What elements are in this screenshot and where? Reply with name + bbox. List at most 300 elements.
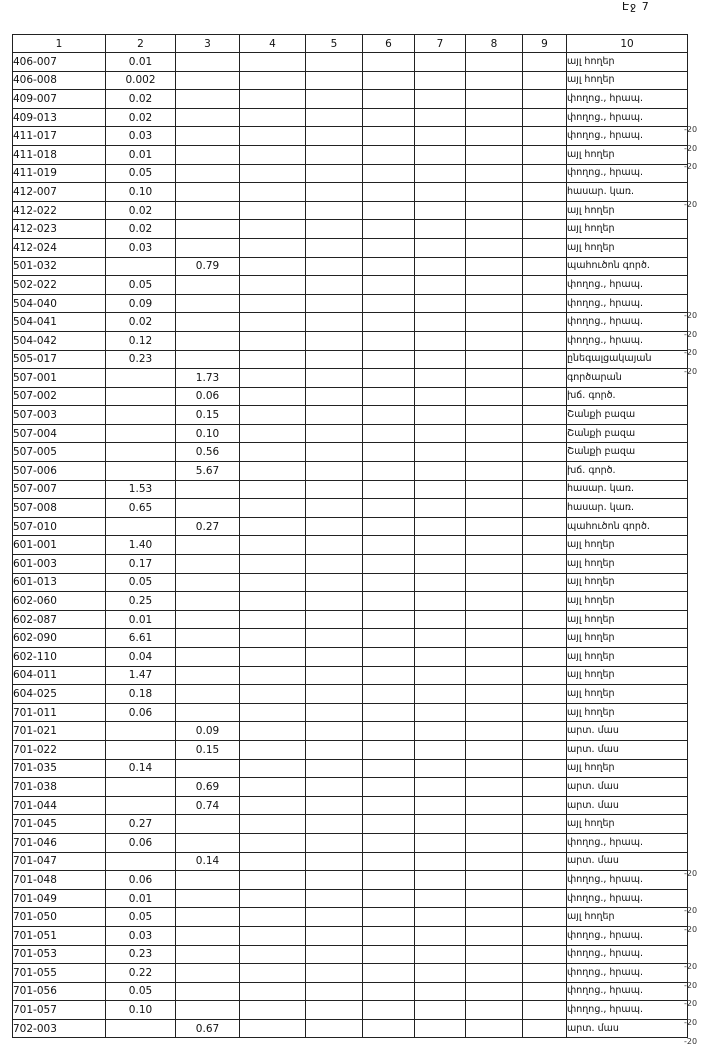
col9-cell xyxy=(523,499,567,518)
area-col3-cell xyxy=(176,201,240,220)
area-col3-cell xyxy=(176,908,240,927)
area-col3-cell: 0.27 xyxy=(176,517,240,536)
col6-cell xyxy=(363,517,415,536)
area-col2-cell xyxy=(106,740,176,759)
table-row xyxy=(13,629,688,648)
area-col2-cell: 1.40 xyxy=(106,536,176,555)
col9-cell xyxy=(523,71,567,90)
area-col3-cell: 5.67 xyxy=(176,462,240,481)
area-col2-cell: 0.02 xyxy=(106,313,176,332)
col9-cell xyxy=(523,331,567,350)
area-col2-cell: 0.01 xyxy=(106,889,176,908)
land-use-cell: այլ հողեր xyxy=(567,573,688,592)
col5-cell xyxy=(306,555,363,574)
col5-cell xyxy=(306,276,363,295)
col4-cell xyxy=(240,815,306,834)
col5-cell xyxy=(306,1001,363,1020)
area-col2-cell: 0.02 xyxy=(106,108,176,127)
area-col2-cell: 0.05 xyxy=(106,164,176,183)
parcel-code-cell: 701-045 xyxy=(13,815,106,834)
land-use-cell: այլ հողեր xyxy=(567,610,688,629)
area-col2-cell: 0.05 xyxy=(106,908,176,927)
area-col3-cell xyxy=(176,127,240,146)
margin-note: -20 xyxy=(684,348,698,358)
parcel-code-cell: 701-047 xyxy=(13,852,106,871)
land-use-cell: փողոց., հրապ. xyxy=(567,294,688,313)
table-row xyxy=(13,331,688,350)
parcel-code-cell: 701-046 xyxy=(13,833,106,852)
land-use-cell: փողոց., հրապ. xyxy=(567,164,688,183)
col7-cell xyxy=(415,555,466,574)
col5-cell xyxy=(306,71,363,90)
land-use-cell: Շանքի բազա xyxy=(567,424,688,443)
table-row xyxy=(13,648,688,667)
col8-cell xyxy=(466,220,523,239)
col7-cell xyxy=(415,369,466,388)
land-use-cell: փողոց., հրապ. xyxy=(567,108,688,127)
col9-cell xyxy=(523,778,567,797)
col7-cell xyxy=(415,815,466,834)
col4-cell xyxy=(240,294,306,313)
col6-cell xyxy=(363,592,415,611)
col8-cell xyxy=(466,573,523,592)
margin-note: -20 xyxy=(684,906,698,916)
col9-cell xyxy=(523,480,567,499)
col4-cell xyxy=(240,778,306,797)
table-row xyxy=(13,238,688,257)
col6-cell xyxy=(363,703,415,722)
area-col3-cell xyxy=(176,313,240,332)
col6-cell xyxy=(363,740,415,759)
parcel-code-cell: 504-042 xyxy=(13,331,106,350)
col6-cell xyxy=(363,90,415,109)
col6-cell xyxy=(363,387,415,406)
column-header-10: 10 xyxy=(567,35,688,53)
col6-cell xyxy=(363,908,415,927)
col4-cell xyxy=(240,276,306,295)
col4-cell xyxy=(240,945,306,964)
column-header-1: 1 xyxy=(13,35,106,53)
parcel-code-cell: 701-038 xyxy=(13,778,106,797)
col9-cell xyxy=(523,462,567,481)
parcel-code-cell: 602-090 xyxy=(13,629,106,648)
col7-cell xyxy=(415,276,466,295)
area-col3-cell xyxy=(176,145,240,164)
col9-cell xyxy=(523,220,567,239)
col6-cell xyxy=(363,164,415,183)
col6-cell xyxy=(363,499,415,518)
col6-cell xyxy=(363,759,415,778)
table-row xyxy=(13,201,688,220)
area-col3-cell: 0.69 xyxy=(176,778,240,797)
area-col2-cell: 0.02 xyxy=(106,201,176,220)
parcel-code-cell: 701-050 xyxy=(13,908,106,927)
col8-cell xyxy=(466,722,523,741)
col8-cell xyxy=(466,257,523,276)
land-use-cell: այլ հողեր xyxy=(567,53,688,72)
margin-note: -20 xyxy=(684,980,698,990)
table-row xyxy=(13,127,688,146)
table-row xyxy=(13,1001,688,1020)
col8-cell xyxy=(466,815,523,834)
area-col3-cell xyxy=(176,164,240,183)
land-use-cell: գործարան xyxy=(567,369,688,388)
col7-cell xyxy=(415,926,466,945)
col8-cell xyxy=(466,759,523,778)
col4-cell xyxy=(240,331,306,350)
margin-note: -20 xyxy=(684,367,698,376)
area-col3-cell xyxy=(176,648,240,667)
parcel-code-cell: 409-007 xyxy=(13,90,106,109)
col4-cell xyxy=(240,740,306,759)
area-col2-cell: 0.27 xyxy=(106,815,176,834)
col9-cell xyxy=(523,127,567,146)
margin-note: -20 xyxy=(684,999,698,1009)
col5-cell xyxy=(306,871,363,890)
col8-cell xyxy=(466,592,523,611)
col5-cell xyxy=(306,889,363,908)
col7-cell xyxy=(415,1001,466,1020)
col9-cell xyxy=(523,908,567,927)
col5-cell xyxy=(306,313,363,332)
col4-cell xyxy=(240,350,306,369)
parcel-code-cell: 504-041 xyxy=(13,313,106,332)
col4-cell xyxy=(240,536,306,555)
col6-cell xyxy=(363,889,415,908)
land-use-cell: Շանքի բազա xyxy=(567,406,688,425)
col7-cell xyxy=(415,331,466,350)
col8-cell xyxy=(466,517,523,536)
area-col2-cell xyxy=(106,778,176,797)
area-col3-cell xyxy=(176,238,240,257)
land-use-cell: այլ հողեր xyxy=(567,220,688,239)
col6-cell xyxy=(363,331,415,350)
table-row xyxy=(13,294,688,313)
column-header-7: 7 xyxy=(415,35,466,53)
col5-cell xyxy=(306,536,363,555)
column-header-3: 3 xyxy=(176,35,240,53)
table-row xyxy=(13,908,688,927)
land-use-cell: այլ հողեր xyxy=(567,629,688,648)
col6-cell xyxy=(363,685,415,704)
table-row xyxy=(13,815,688,834)
col8-cell xyxy=(466,889,523,908)
col6-cell xyxy=(363,238,415,257)
col4-cell xyxy=(240,871,306,890)
area-col3-cell xyxy=(176,1001,240,1020)
col6-cell xyxy=(363,1001,415,1020)
col8-cell xyxy=(466,610,523,629)
col7-cell xyxy=(415,201,466,220)
parcel-code-cell: 602-087 xyxy=(13,610,106,629)
parcel-code-cell: 406-008 xyxy=(13,71,106,90)
col5-cell xyxy=(306,220,363,239)
col9-cell xyxy=(523,294,567,313)
col4-cell xyxy=(240,369,306,388)
area-col3-cell: 0.10 xyxy=(176,424,240,443)
col8-cell xyxy=(466,462,523,481)
table-row xyxy=(13,759,688,778)
land-use-cell: այլ հողեր xyxy=(567,815,688,834)
col6-cell xyxy=(363,201,415,220)
col6-cell xyxy=(363,648,415,667)
col9-cell xyxy=(523,648,567,667)
col5-cell xyxy=(306,499,363,518)
parcel-code-cell: 701-051 xyxy=(13,926,106,945)
land-use-cell: հասար. կառ. xyxy=(567,480,688,499)
table-row xyxy=(13,685,688,704)
area-col2-cell: 0.02 xyxy=(106,220,176,239)
col7-cell xyxy=(415,164,466,183)
col7-cell xyxy=(415,833,466,852)
table-row xyxy=(13,740,688,759)
margin-note: -20 xyxy=(684,143,698,153)
col5-cell xyxy=(306,629,363,648)
area-col2-cell xyxy=(106,852,176,871)
col7-cell xyxy=(415,982,466,1001)
area-col3-cell xyxy=(176,331,240,350)
col9-cell xyxy=(523,108,567,127)
table-row xyxy=(13,871,688,890)
col8-cell xyxy=(466,406,523,425)
margin-note: -20 xyxy=(684,311,698,321)
parcel-code-cell: 412-022 xyxy=(13,201,106,220)
table-body xyxy=(13,53,688,1038)
table-row xyxy=(13,257,688,276)
col9-cell xyxy=(523,183,567,202)
land-use-cell: այլ հողեր xyxy=(567,536,688,555)
table-row xyxy=(13,443,688,462)
table-row xyxy=(13,53,688,72)
col6-cell xyxy=(363,257,415,276)
parcel-code-cell: 507-002 xyxy=(13,387,106,406)
parcel-code-cell: 507-001 xyxy=(13,369,106,388)
parcel-code-cell: 406-007 xyxy=(13,53,106,72)
col9-cell xyxy=(523,722,567,741)
land-use-cell: փողոց., հրապ. xyxy=(567,1001,688,1020)
table-row xyxy=(13,852,688,871)
col4-cell xyxy=(240,610,306,629)
col6-cell xyxy=(363,926,415,945)
col4-cell xyxy=(240,108,306,127)
table-row xyxy=(13,778,688,797)
col9-cell xyxy=(523,889,567,908)
table-row xyxy=(13,480,688,499)
parcel-code-cell: 501-032 xyxy=(13,257,106,276)
column-header-8: 8 xyxy=(466,35,523,53)
col9-cell xyxy=(523,369,567,388)
col7-cell xyxy=(415,517,466,536)
land-use-cell: արտ. մաս xyxy=(567,778,688,797)
area-col3-cell xyxy=(176,610,240,629)
area-col3-cell xyxy=(176,926,240,945)
area-col3-cell xyxy=(176,871,240,890)
col4-cell xyxy=(240,722,306,741)
col5-cell xyxy=(306,778,363,797)
col6-cell xyxy=(363,443,415,462)
col9-cell xyxy=(523,1019,567,1038)
area-col3-cell: 0.74 xyxy=(176,796,240,815)
col7-cell xyxy=(415,387,466,406)
table-row xyxy=(13,462,688,481)
col8-cell xyxy=(466,982,523,1001)
col6-cell xyxy=(363,350,415,369)
col5-cell xyxy=(306,610,363,629)
col6-cell xyxy=(363,555,415,574)
col9-cell xyxy=(523,852,567,871)
area-col2-cell: 0.02 xyxy=(106,90,176,109)
col5-cell xyxy=(306,573,363,592)
land-use-cell: Շանքի բազա xyxy=(567,443,688,462)
col9-cell xyxy=(523,145,567,164)
col9-cell xyxy=(523,982,567,1001)
parcel-code-cell: 412-023 xyxy=(13,220,106,239)
land-use-cell: այլ հողեր xyxy=(567,685,688,704)
col7-cell xyxy=(415,480,466,499)
col9-cell xyxy=(523,964,567,983)
col6-cell xyxy=(363,53,415,72)
col5-cell xyxy=(306,294,363,313)
land-register-table xyxy=(12,34,688,1038)
col6-cell xyxy=(363,796,415,815)
col7-cell xyxy=(415,294,466,313)
column-header-4: 4 xyxy=(240,35,306,53)
col7-cell xyxy=(415,536,466,555)
col7-cell xyxy=(415,759,466,778)
area-col3-cell xyxy=(176,982,240,1001)
col4-cell xyxy=(240,164,306,183)
col7-cell xyxy=(415,71,466,90)
col9-cell xyxy=(523,406,567,425)
col7-cell xyxy=(415,610,466,629)
col7-cell xyxy=(415,722,466,741)
parcel-code-cell: 507-004 xyxy=(13,424,106,443)
land-use-cell: արտ. մաս xyxy=(567,1019,688,1038)
col7-cell xyxy=(415,685,466,704)
col8-cell xyxy=(466,833,523,852)
area-col2-cell: 0.05 xyxy=(106,982,176,1001)
col9-cell xyxy=(523,53,567,72)
col8-cell xyxy=(466,313,523,332)
land-use-cell: հասար. կառ. xyxy=(567,499,688,518)
area-col2-cell: 0.002 xyxy=(106,71,176,90)
col6-cell xyxy=(363,573,415,592)
table-row xyxy=(13,833,688,852)
area-col3-cell: 0.09 xyxy=(176,722,240,741)
area-col2-cell xyxy=(106,369,176,388)
col9-cell xyxy=(523,313,567,332)
area-col2-cell: 0.05 xyxy=(106,276,176,295)
col4-cell xyxy=(240,517,306,536)
area-col2-cell: 0.03 xyxy=(106,238,176,257)
area-col3-cell: 0.15 xyxy=(176,740,240,759)
land-use-cell: արտ. մաս xyxy=(567,740,688,759)
land-use-cell: փողոց., հրապ. xyxy=(567,926,688,945)
area-col2-cell xyxy=(106,406,176,425)
land-use-cell: պահուծոն գործ. xyxy=(567,257,688,276)
land-use-cell: արտ. մաս xyxy=(567,796,688,815)
table-row xyxy=(13,71,688,90)
table-header-row xyxy=(13,35,688,53)
margin-note: -20 xyxy=(684,329,698,339)
col4-cell xyxy=(240,387,306,406)
table-row xyxy=(13,610,688,629)
col4-cell xyxy=(240,1019,306,1038)
table-row xyxy=(13,722,688,741)
land-use-cell: փողոց., հրապ. xyxy=(567,90,688,109)
col4-cell xyxy=(240,183,306,202)
col7-cell xyxy=(415,629,466,648)
col5-cell xyxy=(306,517,363,536)
land-use-cell: այլ հողեր xyxy=(567,648,688,667)
col6-cell xyxy=(363,294,415,313)
col8-cell xyxy=(466,871,523,890)
col8-cell xyxy=(466,276,523,295)
col8-cell xyxy=(466,703,523,722)
col8-cell xyxy=(466,164,523,183)
col7-cell xyxy=(415,778,466,797)
col8-cell xyxy=(466,369,523,388)
area-col3-cell xyxy=(176,592,240,611)
col4-cell xyxy=(240,480,306,499)
col5-cell xyxy=(306,480,363,499)
area-col3-cell: 0.06 xyxy=(176,387,240,406)
area-col2-cell xyxy=(106,796,176,815)
col6-cell xyxy=(363,1019,415,1038)
table-row xyxy=(13,592,688,611)
parcel-code-cell: 701-035 xyxy=(13,759,106,778)
margin-note: -20 xyxy=(684,925,698,934)
col9-cell xyxy=(523,257,567,276)
area-col2-cell: 0.10 xyxy=(106,1001,176,1020)
margin-note: -20 xyxy=(684,1018,698,1027)
col9-cell xyxy=(523,387,567,406)
parcel-code-cell: 701-044 xyxy=(13,796,106,815)
parcel-code-cell: 702-003 xyxy=(13,1019,106,1038)
land-use-cell: փողոց., հրապ. xyxy=(567,833,688,852)
col9-cell xyxy=(523,276,567,295)
page-number-label: Էջ 7 xyxy=(622,0,650,13)
margin-note: -20 xyxy=(684,1036,698,1046)
col6-cell xyxy=(363,833,415,852)
column-header-2: 2 xyxy=(106,35,176,53)
land-use-cell: փողոց., հրապ. xyxy=(567,871,688,890)
area-col2-cell: 1.47 xyxy=(106,666,176,685)
col8-cell xyxy=(466,629,523,648)
area-col3-cell xyxy=(176,666,240,685)
col9-cell xyxy=(523,1001,567,1020)
col4-cell xyxy=(240,964,306,983)
col5-cell xyxy=(306,926,363,945)
area-col3-cell: 0.56 xyxy=(176,443,240,462)
col7-cell xyxy=(415,852,466,871)
col8-cell xyxy=(466,536,523,555)
table-row xyxy=(13,889,688,908)
col4-cell xyxy=(240,127,306,146)
area-col2-cell xyxy=(106,722,176,741)
col5-cell xyxy=(306,908,363,927)
col8-cell xyxy=(466,387,523,406)
area-col2-cell xyxy=(106,517,176,536)
col7-cell xyxy=(415,220,466,239)
land-use-cell: այլ հողեր xyxy=(567,201,688,220)
col7-cell xyxy=(415,108,466,127)
area-col2-cell: 0.25 xyxy=(106,592,176,611)
col7-cell xyxy=(415,424,466,443)
col7-cell xyxy=(415,462,466,481)
land-use-cell: արտ. մաս xyxy=(567,852,688,871)
area-col2-cell: 0.22 xyxy=(106,964,176,983)
